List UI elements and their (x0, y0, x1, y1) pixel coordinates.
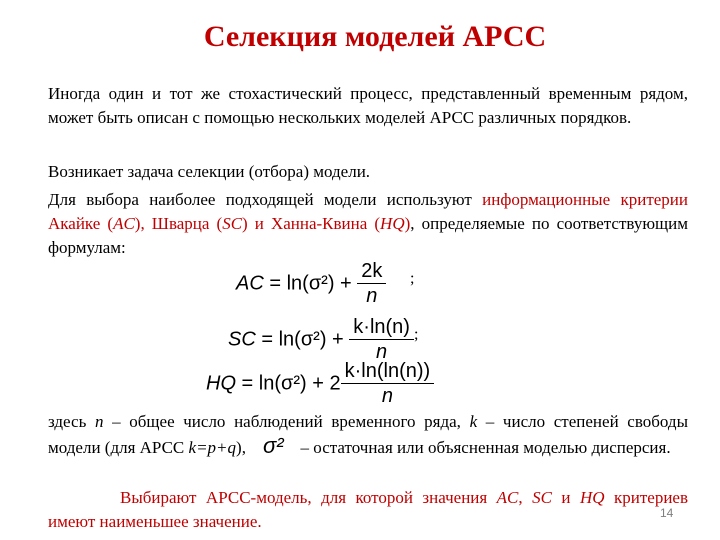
criteria-text-end: , определяемые по соответствующим формулам: (48, 214, 688, 257)
notation-text-4: ), (236, 438, 246, 457)
formula-ac-num: 2k (357, 260, 386, 284)
paragraph-notation (48, 410, 688, 460)
criteria-text-schwarz: ), Шварца ( (134, 214, 223, 233)
conclusion-text-1: Выбирают АРСС-модель, для которой значения (120, 488, 497, 507)
formula-ac (236, 260, 386, 308)
notation-text-2: – общее число наблюдений временного ряда, (103, 412, 470, 431)
formula-hq-num: k·ln(ln(n)) (341, 360, 435, 384)
page-number: 14 (660, 506, 674, 520)
formula-ac-den: n (366, 285, 378, 307)
conclusion-text-3: и (551, 488, 580, 507)
formula-ac-sep: ; (410, 270, 415, 287)
formula-sc-lhs: SC (228, 328, 256, 351)
criteria-hq: HQ (380, 214, 405, 233)
formula-hq-mid: = ln(σ²) + 2 (236, 372, 341, 395)
formula-hq-lhs: HQ (206, 372, 236, 395)
criteria-sc: SC (222, 214, 243, 233)
formula-sc-mid: = ln(σ²) + (255, 328, 350, 351)
criteria-text-akaike: информационные критерии Акайке ( (48, 190, 688, 233)
paragraph-intro: Иногда один и тот же стохастический процесс, представленный временным рядом, может быть описан с помощью нескольких моделей АРСС различных порядков. (48, 84, 688, 127)
paragraph-criteria (48, 188, 688, 260)
formula-sc (228, 316, 414, 364)
formula-ac-fraction (357, 260, 386, 308)
paragraph-conclusion (48, 486, 688, 534)
slide-title: Селекция моделей АРСС (203, 20, 547, 53)
notation-kpq: k=p+q (188, 438, 237, 457)
criteria-ac: AC (113, 214, 135, 233)
formula-sc-den: n (376, 341, 388, 363)
conclusion-hq: HQ (579, 488, 605, 507)
notation-text-1: здесь (48, 412, 95, 431)
notation-text-5: – остаточная или объясненная моделью дисперсия. (296, 438, 671, 457)
conclusion-ac: AC (496, 488, 519, 507)
paragraph-task: Возникает задача селекции (отбора) модели. (48, 162, 371, 181)
criteria-text-hq: ) и Ханна-Квина ( (242, 214, 381, 233)
conclusion-sc: SC (532, 488, 552, 507)
notation-k: k (469, 412, 478, 431)
conclusion-text-4: критериев имеют наименьшее значение. (48, 488, 688, 531)
formula-ac-mid: = ln(σ²) + (263, 272, 358, 295)
criteria-text-start: Для выбора наиболее подходящей модели используют (48, 190, 483, 209)
formula-sc-fraction (349, 316, 414, 364)
formula-hq-fraction (341, 360, 435, 408)
notation-sigma: σ² (262, 433, 284, 458)
notation-n: n (94, 412, 104, 431)
formula-hq-den: n (381, 385, 393, 407)
criteria-text-close: ) (404, 214, 411, 233)
formula-hq (206, 360, 434, 408)
conclusion-text-2: , (518, 488, 533, 507)
formula-sc-num: k·ln(n) (349, 316, 414, 340)
formula-sc-sep: ; (414, 326, 419, 343)
notation-text-3: – число степеней свободы модели (для АРСС (48, 412, 688, 457)
formula-ac-lhs: AC (236, 272, 264, 295)
